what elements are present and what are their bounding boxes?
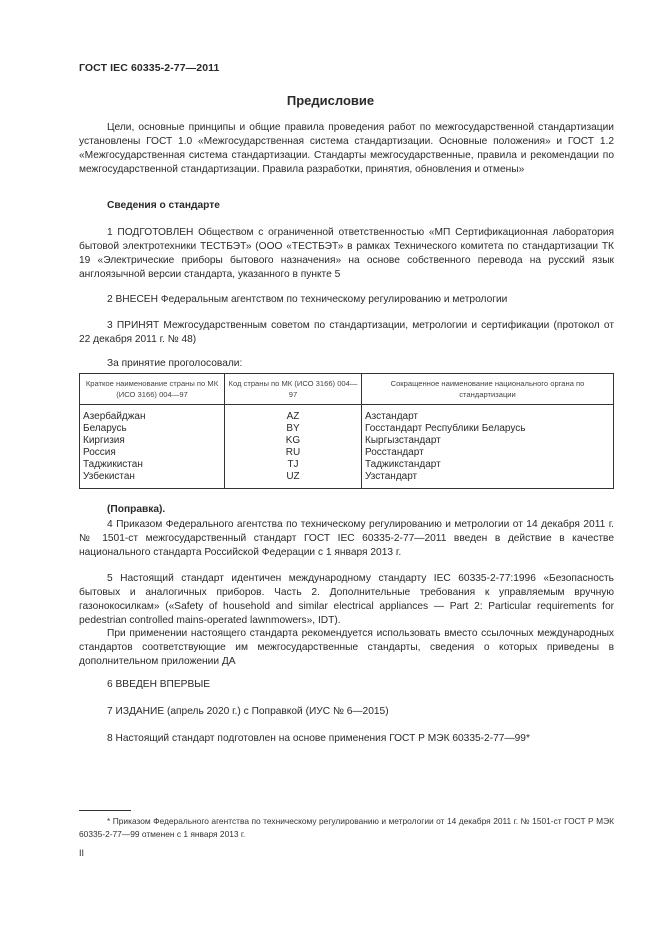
table-row — [80, 423, 614, 435]
national-body: Таджикстандарт — [362, 459, 614, 471]
vote-label: За принятие проголосовали: — [107, 358, 243, 369]
footnote: * Приказом Федерального агентства по техническому регулированию и метрологии от 14 декабря 2011 г. № 1501-ст ГОСТ Р МЭК 60335-2-77—99 отменен с 1 января 2013 г. — [79, 816, 614, 839]
item-3-adopted: 3 ПРИНЯТ Межгосударственным советом по стандартизации, метрологии и сертификации (протокол от 22 декабря 2011 г. № 48) — [79, 320, 614, 346]
national-body: Госстандарт Республики Беларусь — [362, 423, 614, 435]
footnote-divider — [79, 810, 131, 811]
table-row — [80, 405, 614, 424]
item-2-introduced: 2 ВНЕСЕН Федеральным агентством по техническому регулированию и метрологии — [107, 294, 508, 305]
header-country-name: Краткое наименование страны по МК (ИСО 3166) 004—97 — [80, 374, 225, 405]
national-body: Кыргызстандарт — [362, 435, 614, 447]
country-code: BY — [225, 423, 362, 435]
country-code: RU — [225, 447, 362, 459]
voting-table — [79, 373, 614, 489]
table-row — [80, 447, 614, 459]
national-body: Узстандарт — [362, 471, 614, 489]
country-name: Киргизия — [80, 435, 225, 447]
country-code: UZ — [225, 471, 362, 489]
country-code: KG — [225, 435, 362, 447]
item-8-basis: 8 Настоящий стандарт подготовлен на основе применения ГОСТ Р МЭК 60335-2-77—99* — [107, 733, 530, 744]
item-1-prepared: 1 ПОДГОТОВЛЕН Обществом с ограниченной ответственностью «МП Сертификационная лаборатория бытовой электротехники ТЕСТБЭТ» (ООО «ТЕСТБЭТ» в рамках Технического комитета по стандартизации ТК 19 «Электрические приборы бытового назначения» на основе собственного перевода на русский язык англоязычной версии стандарта, указанного в пункте 5 — [79, 227, 614, 281]
country-name: Таджикистан — [80, 459, 225, 471]
country-name: Азербайджан — [80, 405, 225, 424]
item-7-edition: 7 ИЗДАНИЕ (апрель 2020 г.) с Поправкой (ИУС № 6—2015) — [107, 706, 389, 717]
amendment-note: (Поправка). — [107, 504, 166, 515]
item-6-first-introduced: 6 ВВЕДЕН ВПЕРВЫЕ — [107, 679, 211, 690]
national-body: Росстандарт — [362, 447, 614, 459]
country-name: Россия — [80, 447, 225, 459]
country-code: TJ — [225, 459, 362, 471]
section-subheading: Сведения о стандарте — [107, 200, 220, 211]
table-row — [80, 471, 614, 489]
table-header-row — [80, 374, 614, 405]
country-name: Узбекистан — [80, 471, 225, 489]
item-5-application-note: При применении настоящего стандарта рекомендуется использовать вместо ссылочных международных стандартов соответствующие им межгосударственные стандарты, сведения о которых приведены в дополнительном приложении ДА — [79, 628, 614, 668]
header-national-body: Сокращенное наименование национального органа по стандартизации — [362, 374, 614, 405]
header-country-code: Код страны по МК (ИСО 3166) 004—97 — [225, 374, 362, 405]
page-title: Предисловие — [286, 93, 375, 108]
country-name: Беларусь — [80, 423, 225, 435]
item-5-identical: 5 Настоящий стандарт идентичен международному стандарту IEC 60335-2-77:1996 «Безопасность бытовых и аналогичных приборов. Часть 2. Дополнительные требования к управляемым вручную газонокосилкам» («Safety of household and similar electrical appliances — Part 2: Particular requirements for pedestrian controlled mains-operated lawnmowers», IDT). — [79, 573, 614, 627]
national-body: Азстандарт — [362, 405, 614, 424]
item-4-enacted: 4 Приказом Федерального агентства по техническому регулированию и метрологии от 14 декабря 2011 г. № 1501-ст межгосударственный стандарт ГОСТ IEC 60335-2-77—2011 введен в действие в качестве национального стандарта Российской Федерации с 1 января 2013 г. — [79, 519, 614, 559]
table-row — [80, 459, 614, 471]
country-code: AZ — [225, 405, 362, 424]
document-header: ГОСТ IEC 60335-2-77—2011 — [79, 62, 220, 74]
page-number: II — [79, 848, 85, 858]
table-row — [80, 435, 614, 447]
intro-paragraph: Цели, основные принципы и общие правила проведения работ по межгосударственной стандартизации установлены ГОСТ 1.0 «Межгосударственная система стандартизации. Основные положения» и ГОСТ 1.2 «Межгосударственная система стандартизации. Стандарты межгосударственные, правила и рекомендации по межгосударственной стандартизации. Правила разработки, принятия, обновления и отмены» — [79, 122, 614, 176]
